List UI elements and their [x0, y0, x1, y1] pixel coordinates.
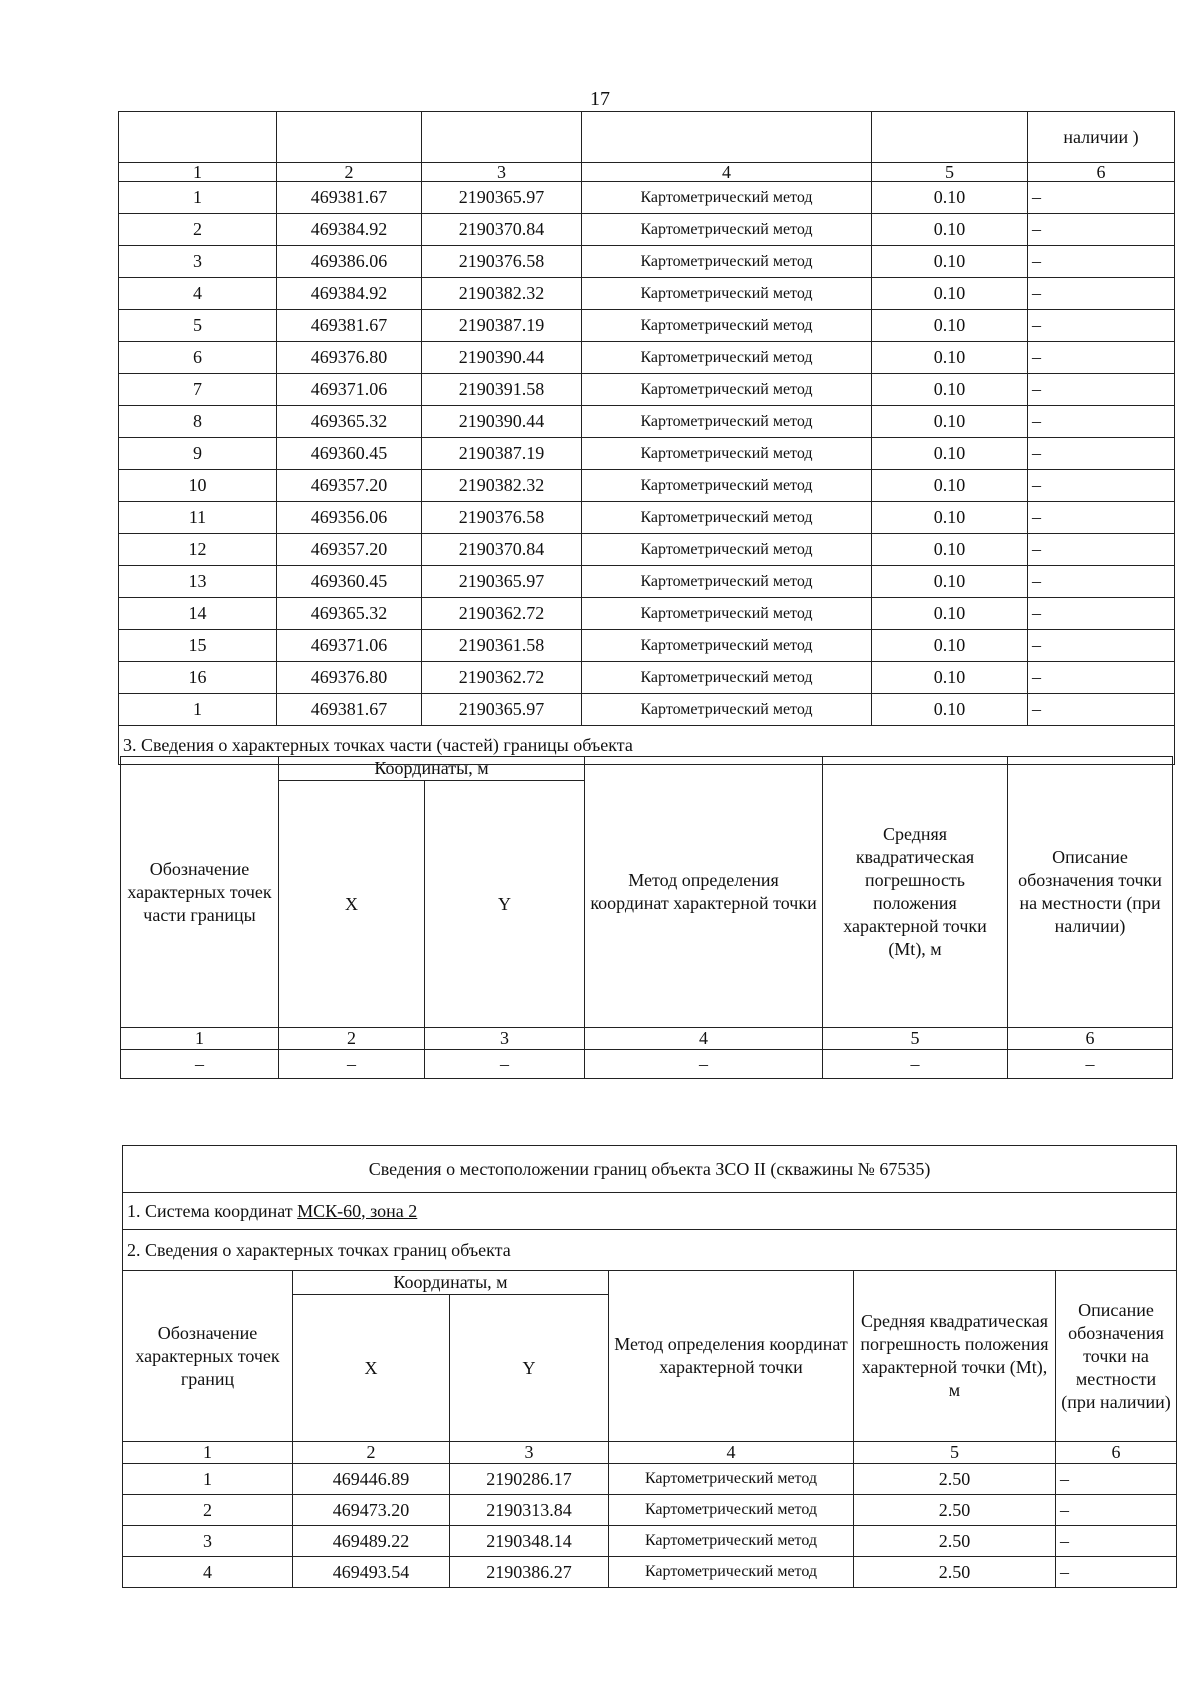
table-row — [119, 630, 1175, 662]
y-coordinate: 2190286.17 — [450, 1464, 609, 1495]
x-coordinate: 469489.22 — [293, 1526, 450, 1557]
table-row — [119, 566, 1175, 598]
description: – — [1028, 278, 1175, 310]
method: Картометрический метод — [582, 214, 872, 246]
y-coordinate: 2190362.72 — [422, 598, 582, 630]
y-coordinate: 2190376.58 — [422, 246, 582, 278]
point-number: 1 — [119, 182, 277, 214]
table-row — [119, 662, 1175, 694]
table-row — [119, 470, 1175, 502]
accuracy: 2.50 — [854, 1557, 1056, 1588]
y-coordinate: 2190376.58 — [422, 502, 582, 534]
y-coordinate: 2190370.84 — [422, 534, 582, 566]
method: Картометрический метод — [582, 182, 872, 214]
description: – — [1028, 534, 1175, 566]
x-coordinate: 469381.67 — [277, 310, 422, 342]
description: – — [1028, 694, 1175, 726]
method: Картометрический метод — [582, 662, 872, 694]
header-description: Описание обозначения точки на местности (при наличии) — [1008, 757, 1173, 1028]
description: – — [1028, 406, 1175, 438]
description: – — [1028, 342, 1175, 374]
x-coordinate: 469446.89 — [293, 1464, 450, 1495]
accuracy: 0.10 — [872, 502, 1028, 534]
description: – — [1056, 1464, 1177, 1495]
boundary-points-table-continued — [118, 111, 1175, 765]
table-row — [119, 502, 1175, 534]
header-continuation-row — [119, 112, 1175, 163]
header-x: X — [293, 1295, 450, 1442]
y-coordinate: 2190362.72 — [422, 662, 582, 694]
x-coordinate: 469365.32 — [277, 406, 422, 438]
header-point-designation: Обозначение характерных точек части границы — [121, 757, 279, 1028]
table-row — [123, 1464, 1177, 1495]
description: – — [1028, 566, 1175, 598]
x-coordinate: 469371.06 — [277, 630, 422, 662]
accuracy: 0.10 — [872, 694, 1028, 726]
point-number: 9 — [119, 438, 277, 470]
method: Картометрический метод — [582, 566, 872, 598]
table-row — [119, 246, 1175, 278]
y-coordinate: 2190391.58 — [422, 374, 582, 406]
accuracy: 0.10 — [872, 630, 1028, 662]
description: – — [1028, 374, 1175, 406]
accuracy: 0.10 — [872, 310, 1028, 342]
accuracy: 0.10 — [872, 214, 1028, 246]
point-number: 4 — [123, 1557, 293, 1588]
y-coordinate: 2190313.84 — [450, 1495, 609, 1526]
table-row — [119, 278, 1175, 310]
x-coordinate: 469356.06 — [277, 502, 422, 534]
method: Картометрический метод — [582, 342, 872, 374]
table-row — [123, 1557, 1177, 1588]
point-number: 14 — [119, 598, 277, 630]
accuracy: 0.10 — [872, 246, 1028, 278]
method: Картометрический метод — [582, 374, 872, 406]
description: – — [1056, 1495, 1177, 1526]
accuracy: 0.10 — [872, 662, 1028, 694]
object-title: Сведения о местоположении границ объекта ЗСО II (скважины № 67535) — [123, 1146, 1177, 1193]
header-x: X — [279, 781, 425, 1028]
point-number: 15 — [119, 630, 277, 662]
point-number: 8 — [119, 406, 277, 438]
accuracy: 0.10 — [872, 182, 1028, 214]
accuracy: 0.10 — [872, 598, 1028, 630]
x-coordinate: 469360.45 — [277, 566, 422, 598]
y-coordinate: 2190382.32 — [422, 470, 582, 502]
page-number: 17 — [590, 88, 610, 110]
y-coordinate: 2190387.19 — [422, 438, 582, 470]
header-description-tail: наличии ) — [1028, 112, 1175, 163]
table-row — [119, 534, 1175, 566]
x-coordinate: 469493.54 — [293, 1557, 450, 1588]
point-number: 3 — [119, 246, 277, 278]
y-coordinate: 2190386.27 — [450, 1557, 609, 1588]
accuracy: 2.50 — [854, 1495, 1056, 1526]
description: – — [1028, 630, 1175, 662]
accuracy: 0.10 — [872, 278, 1028, 310]
header-y: Y — [450, 1295, 609, 1442]
description: – — [1056, 1557, 1177, 1588]
description: – — [1028, 182, 1175, 214]
x-coordinate: 469384.92 — [277, 278, 422, 310]
method: Картометрический метод — [609, 1557, 854, 1588]
table-row — [123, 1495, 1177, 1526]
table-row — [123, 1526, 1177, 1557]
description: – — [1028, 502, 1175, 534]
table-row — [119, 374, 1175, 406]
method: Картометрический метод — [582, 630, 872, 662]
section-3-title: 3. Сведения о характерных точках части (частей) границы объекта — [119, 726, 1175, 765]
header-y: Y — [425, 781, 585, 1028]
column-number-row: 1 2 3 4 5 6 — [121, 1028, 1173, 1050]
accuracy: 2.50 — [854, 1464, 1056, 1495]
zso-points-body — [123, 1464, 1177, 1588]
x-coordinate: 469386.06 — [277, 246, 422, 278]
table-row — [119, 310, 1175, 342]
description: – — [1028, 246, 1175, 278]
description: – — [1056, 1526, 1177, 1557]
description: – — [1028, 662, 1175, 694]
header-method: Метод определения координат характерной точки — [585, 757, 823, 1028]
point-number: 5 — [119, 310, 277, 342]
y-coordinate: 2190390.44 — [422, 342, 582, 374]
method: Картометрический метод — [582, 598, 872, 630]
point-number: 2 — [119, 214, 277, 246]
method: Картометрический метод — [609, 1495, 854, 1526]
y-coordinate: 2190365.97 — [422, 182, 582, 214]
zso-boundaries-table — [122, 1145, 1177, 1588]
point-number: 16 — [119, 662, 277, 694]
y-coordinate: 2190348.14 — [450, 1526, 609, 1557]
y-coordinate: 2190365.97 — [422, 694, 582, 726]
point-number: 10 — [119, 470, 277, 502]
table-row — [119, 342, 1175, 374]
accuracy: 0.10 — [872, 534, 1028, 566]
header-method: Метод определения координат характерной точки — [609, 1271, 854, 1442]
table-row: – – – – – – — [121, 1050, 1173, 1079]
point-number: 12 — [119, 534, 277, 566]
y-coordinate: 2190382.32 — [422, 278, 582, 310]
x-coordinate: 469360.45 — [277, 438, 422, 470]
accuracy: 0.10 — [872, 374, 1028, 406]
accuracy: 0.10 — [872, 438, 1028, 470]
table-row — [119, 214, 1175, 246]
section-2-title-row — [123, 1230, 1177, 1271]
header-accuracy: Средняя квадратическая погрешность положения характерной точки (Mt), м — [823, 757, 1008, 1028]
x-coordinate: 469376.80 — [277, 342, 422, 374]
description: – — [1028, 598, 1175, 630]
point-number: 11 — [119, 502, 277, 534]
header-coordinates: Координаты, м — [293, 1271, 609, 1295]
coordinate-system-value: МСК-60, зона 2 — [297, 1200, 418, 1221]
title-row — [123, 1146, 1177, 1193]
method: Картометрический метод — [582, 694, 872, 726]
description: – — [1028, 214, 1175, 246]
y-coordinate: 2190365.97 — [422, 566, 582, 598]
y-coordinate: 2190387.19 — [422, 310, 582, 342]
description: – — [1028, 310, 1175, 342]
header-point-designation: Обозначение характерных точек границ — [123, 1271, 293, 1442]
table-row — [119, 694, 1175, 726]
accuracy: 0.10 — [872, 470, 1028, 502]
method: Картометрический метод — [609, 1526, 854, 1557]
table-row — [119, 438, 1175, 470]
point-number: 2 — [123, 1495, 293, 1526]
x-coordinate: 469357.20 — [277, 470, 422, 502]
method: Картометрический метод — [582, 470, 872, 502]
method: Картометрический метод — [582, 534, 872, 566]
accuracy: 0.10 — [872, 406, 1028, 438]
method: Картометрический метод — [582, 278, 872, 310]
coordinate-system: 1. Система координат МСК-60, зона 2 — [123, 1193, 1177, 1230]
table-row — [119, 182, 1175, 214]
header-row-1 — [123, 1271, 1177, 1295]
method: Картометрический метод — [582, 310, 872, 342]
y-coordinate: 2190390.44 — [422, 406, 582, 438]
point-number: 1 — [119, 694, 277, 726]
method: Картометрический метод — [582, 246, 872, 278]
x-coordinate: 469371.06 — [277, 374, 422, 406]
x-coordinate: 469381.67 — [277, 694, 422, 726]
section-2-title: 2. Сведения о характерных точках границ объекта — [123, 1230, 1177, 1271]
column-number-row: 1 2 3 4 5 6 — [119, 163, 1175, 182]
point-number: 13 — [119, 566, 277, 598]
point-number: 1 — [123, 1464, 293, 1495]
description: – — [1028, 438, 1175, 470]
method: Картометрический метод — [582, 406, 872, 438]
y-coordinate: 2190370.84 — [422, 214, 582, 246]
header-accuracy: Средняя квадратическая погрешность положения характерной точки (Mt), м — [854, 1271, 1056, 1442]
x-coordinate: 469365.32 — [277, 598, 422, 630]
accuracy: 0.10 — [872, 342, 1028, 374]
accuracy: 2.50 — [854, 1526, 1056, 1557]
description: – — [1028, 470, 1175, 502]
part-boundary-points-table — [120, 756, 1173, 1079]
point-number: 7 — [119, 374, 277, 406]
table-row — [119, 598, 1175, 630]
coordinate-system-row — [123, 1193, 1177, 1230]
method: Картометрический метод — [582, 438, 872, 470]
header-coordinates: Координаты, м — [279, 757, 585, 781]
x-coordinate: 469384.92 — [277, 214, 422, 246]
point-number: 4 — [119, 278, 277, 310]
point-number: 3 — [123, 1526, 293, 1557]
x-coordinate: 469381.67 — [277, 182, 422, 214]
table-row — [119, 406, 1175, 438]
x-coordinate: 469473.20 — [293, 1495, 450, 1526]
method: Картометрический метод — [582, 502, 872, 534]
x-coordinate: 469376.80 — [277, 662, 422, 694]
method: Картометрический метод — [609, 1464, 854, 1495]
y-coordinate: 2190361.58 — [422, 630, 582, 662]
header-description: Описание обозначения точки на местности (при наличии) — [1056, 1271, 1177, 1442]
accuracy: 0.10 — [872, 566, 1028, 598]
header-row-1 — [121, 757, 1173, 781]
point-number: 6 — [119, 342, 277, 374]
boundary-points-body — [119, 182, 1175, 726]
x-coordinate: 469357.20 — [277, 534, 422, 566]
column-number-row: 1 2 3 4 5 6 — [123, 1442, 1177, 1464]
